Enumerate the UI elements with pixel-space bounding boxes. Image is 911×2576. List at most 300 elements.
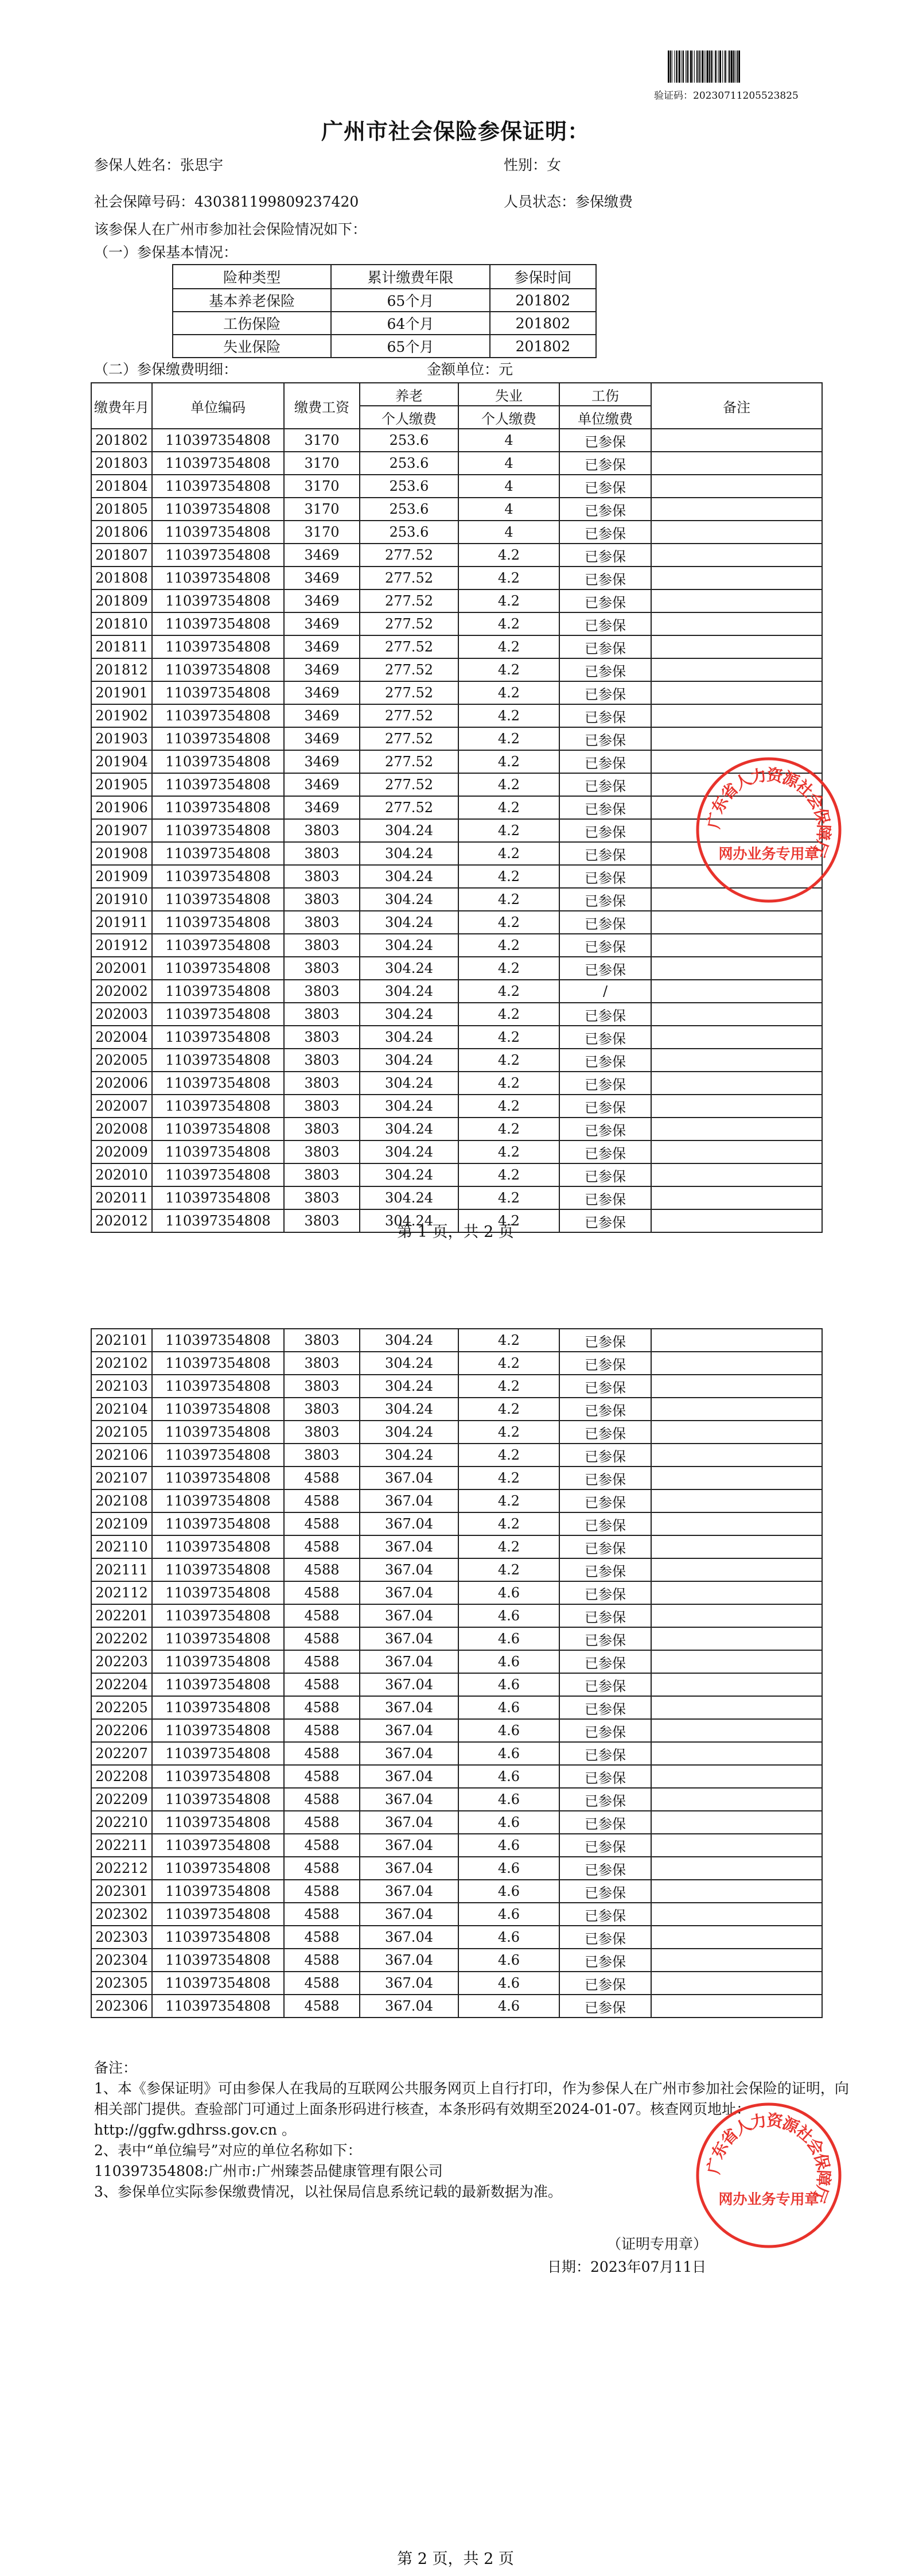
table-cell: 4.2 bbox=[458, 1352, 559, 1375]
table-cell: 已参保 bbox=[559, 544, 651, 567]
remark-cell bbox=[651, 429, 822, 452]
table-cell: 253.6 bbox=[360, 498, 458, 521]
table-cell: 110397354808 bbox=[152, 1857, 284, 1880]
table-cell: 已参保 bbox=[559, 567, 651, 589]
table-cell: 304.24 bbox=[360, 1398, 458, 1421]
remark-cell bbox=[651, 1857, 822, 1880]
table-cell: 3170 bbox=[284, 498, 360, 521]
basic-table-row bbox=[173, 312, 596, 335]
seal-char: 会 bbox=[803, 789, 828, 813]
table-cell: 已参保 bbox=[559, 475, 651, 498]
table-cell: 已参保 bbox=[559, 681, 651, 704]
table-cell: 201911 bbox=[91, 911, 152, 934]
table-cell: 4.6 bbox=[458, 1719, 559, 1742]
remark-cell bbox=[651, 911, 822, 934]
seal-char: 障 bbox=[813, 2169, 834, 2187]
table-cell: 304.24 bbox=[360, 1026, 458, 1049]
table-row bbox=[91, 980, 822, 1003]
remark-cell bbox=[651, 1926, 822, 1949]
table-row bbox=[91, 612, 822, 635]
table-cell: 4588 bbox=[284, 1995, 360, 2018]
table-cell: 4.2 bbox=[458, 1535, 559, 1558]
table-row bbox=[91, 1512, 822, 1535]
issue-date-value: 2023年07月11日 bbox=[590, 2259, 707, 2275]
remark-cell bbox=[651, 704, 822, 727]
table-cell: 已参保 bbox=[559, 1118, 651, 1140]
table-cell: 110397354808 bbox=[152, 567, 284, 589]
table-cell: 202208 bbox=[91, 1765, 152, 1788]
table-row bbox=[91, 589, 822, 612]
table-row bbox=[91, 1140, 822, 1163]
basic-table-row bbox=[173, 335, 596, 358]
table-cell: 3803 bbox=[284, 1163, 360, 1186]
table-cell: 4.2 bbox=[458, 750, 559, 773]
table-cell: 4.2 bbox=[458, 704, 559, 727]
remark-cell bbox=[651, 452, 822, 475]
table-row bbox=[91, 1535, 822, 1558]
table-row bbox=[91, 1949, 822, 1972]
table-cell: 202012 bbox=[91, 1209, 152, 1232]
table-cell: 277.52 bbox=[360, 796, 458, 819]
table-cell: 277.52 bbox=[360, 635, 458, 658]
table-cell: 110397354808 bbox=[152, 1398, 284, 1421]
table-cell: 110397354808 bbox=[152, 452, 284, 475]
table-cell: 4.2 bbox=[458, 1186, 559, 1209]
table-cell: 4 bbox=[458, 475, 559, 498]
seal-char: 社 bbox=[792, 776, 817, 801]
basic-cell: 201802 bbox=[490, 312, 596, 335]
table-cell: 201907 bbox=[91, 819, 152, 842]
table-cell: 3803 bbox=[284, 980, 360, 1003]
table-cell: 已参保 bbox=[559, 1072, 651, 1095]
table-cell: 4.2 bbox=[458, 1003, 559, 1026]
table-cell: 110397354808 bbox=[152, 1003, 284, 1026]
official-seal-1 bbox=[695, 756, 842, 903]
table-row bbox=[91, 1811, 822, 1834]
table-cell: 已参保 bbox=[559, 635, 651, 658]
table-cell: 110397354808 bbox=[152, 1072, 284, 1095]
basic-cell: 201802 bbox=[490, 335, 596, 358]
table-cell: 202006 bbox=[91, 1072, 152, 1095]
table-cell: 202108 bbox=[91, 1489, 152, 1512]
table-cell: 3803 bbox=[284, 1209, 360, 1232]
remark-cell bbox=[651, 1604, 822, 1627]
remark-cell bbox=[651, 1788, 822, 1811]
table-cell: 367.04 bbox=[360, 1811, 458, 1834]
table-cell: 已参保 bbox=[559, 1095, 651, 1118]
table-cell: 已参保 bbox=[559, 1903, 651, 1926]
table-cell: 110397354808 bbox=[152, 498, 284, 521]
table-cell: 4588 bbox=[284, 1972, 360, 1995]
basic-cell: 65个月 bbox=[331, 335, 489, 358]
section-basic-title: （一）参保基本情况： bbox=[94, 244, 238, 261]
table-row bbox=[91, 1072, 822, 1095]
table-cell: 4.2 bbox=[458, 842, 559, 865]
table-cell: 367.04 bbox=[360, 1535, 458, 1558]
table-row bbox=[91, 1627, 822, 1650]
table-cell: 110397354808 bbox=[152, 1558, 284, 1581]
table-cell: 3469 bbox=[284, 704, 360, 727]
table-cell: 110397354808 bbox=[152, 544, 284, 567]
table-cell: 4.2 bbox=[458, 911, 559, 934]
header-remark: 备注 bbox=[651, 383, 822, 429]
table-cell: 110397354808 bbox=[152, 888, 284, 911]
table-cell: 4588 bbox=[284, 1604, 360, 1627]
table-cell: 110397354808 bbox=[152, 1209, 284, 1232]
table-cell: 3803 bbox=[284, 1421, 360, 1444]
table-cell: 202305 bbox=[91, 1972, 152, 1995]
table-row bbox=[91, 1558, 822, 1581]
remark-cell bbox=[651, 1673, 822, 1696]
basic-cell: 64个月 bbox=[331, 312, 489, 335]
table-cell: 4588 bbox=[284, 1742, 360, 1765]
table-row bbox=[91, 704, 822, 727]
table-cell: 3803 bbox=[284, 957, 360, 980]
table-cell: 4.2 bbox=[458, 888, 559, 911]
table-cell: 202202 bbox=[91, 1627, 152, 1650]
basic-cell: 失业保险 bbox=[173, 335, 331, 358]
table-cell: 3803 bbox=[284, 911, 360, 934]
table-row bbox=[91, 1186, 822, 1209]
table-cell: 277.52 bbox=[360, 612, 458, 635]
person-status-label: 人员状态： bbox=[504, 193, 576, 210]
table-cell: 4.2 bbox=[458, 1209, 559, 1232]
table-cell: 110397354808 bbox=[152, 842, 284, 865]
table-cell: 201909 bbox=[91, 865, 152, 888]
table-cell: 4.6 bbox=[458, 1604, 559, 1627]
table-cell: 110397354808 bbox=[152, 957, 284, 980]
table-cell: 4588 bbox=[284, 1581, 360, 1604]
table-cell: 110397354808 bbox=[152, 589, 284, 612]
table-cell: 已参保 bbox=[559, 1650, 651, 1673]
table-cell: 已参保 bbox=[559, 1421, 651, 1444]
remark-cell bbox=[651, 1627, 822, 1650]
table-cell: 201901 bbox=[91, 681, 152, 704]
table-cell: 110397354808 bbox=[152, 1903, 284, 1926]
table-row bbox=[91, 1972, 822, 1995]
table-cell: 110397354808 bbox=[152, 1788, 284, 1811]
issue-date bbox=[547, 2256, 706, 2276]
table-cell: 201808 bbox=[91, 567, 152, 589]
table-cell: 3469 bbox=[284, 773, 360, 796]
table-cell: 4.2 bbox=[458, 957, 559, 980]
table-cell: 4.2 bbox=[458, 1095, 559, 1118]
table-cell: 110397354808 bbox=[152, 727, 284, 750]
remark-cell bbox=[651, 957, 822, 980]
table-cell: 已参保 bbox=[559, 1834, 651, 1857]
verification-code bbox=[654, 87, 799, 102]
table-cell: 4.6 bbox=[458, 1627, 559, 1650]
table-cell: 4.2 bbox=[458, 1072, 559, 1095]
table-row bbox=[91, 1926, 822, 1949]
table-row bbox=[91, 1857, 822, 1880]
table-cell: 304.24 bbox=[360, 1352, 458, 1375]
header-injury: 工伤 bbox=[559, 383, 651, 406]
remark-cell bbox=[651, 1049, 822, 1072]
table-cell: 4.6 bbox=[458, 1581, 559, 1604]
table-row bbox=[91, 1489, 822, 1512]
table-cell: 202211 bbox=[91, 1834, 152, 1857]
table-cell: 202103 bbox=[91, 1375, 152, 1398]
table-cell: 4.2 bbox=[458, 589, 559, 612]
table-cell: 202002 bbox=[91, 980, 152, 1003]
table-cell: 4588 bbox=[284, 1467, 360, 1489]
table-cell: 已参保 bbox=[559, 658, 651, 681]
table-cell: 已参保 bbox=[559, 589, 651, 612]
table-cell: 201803 bbox=[91, 452, 152, 475]
table-cell: 3469 bbox=[284, 658, 360, 681]
table-cell: 367.04 bbox=[360, 1719, 458, 1742]
table-cell: 110397354808 bbox=[152, 911, 284, 934]
table-cell: 3803 bbox=[284, 888, 360, 911]
seal-char: 厅 bbox=[808, 837, 832, 860]
table-cell: 202101 bbox=[91, 1329, 152, 1352]
table-cell: 3803 bbox=[284, 819, 360, 842]
table-row bbox=[91, 1163, 822, 1186]
table-row bbox=[91, 1673, 822, 1696]
remark-cell bbox=[651, 1489, 822, 1512]
basic-header-cell: 险种类型 bbox=[173, 265, 331, 289]
remark-cell bbox=[651, 498, 822, 521]
table-cell: 304.24 bbox=[360, 1163, 458, 1186]
table-cell: 110397354808 bbox=[152, 980, 284, 1003]
basic-insurance-table bbox=[172, 264, 597, 358]
verification-label: 验证码： bbox=[654, 90, 693, 102]
table-cell: 3469 bbox=[284, 612, 360, 635]
table-cell: 已参保 bbox=[559, 842, 651, 865]
remark-cell bbox=[651, 1095, 822, 1118]
table-cell: 已参保 bbox=[559, 911, 651, 934]
table-cell: 304.24 bbox=[360, 1186, 458, 1209]
table-cell: 277.52 bbox=[360, 750, 458, 773]
table-cell: 4 bbox=[458, 452, 559, 475]
table-cell: 已参保 bbox=[559, 1535, 651, 1558]
remark-cell bbox=[651, 612, 822, 635]
table-cell: 110397354808 bbox=[152, 635, 284, 658]
table-cell: 202301 bbox=[91, 1880, 152, 1903]
table-cell: 4588 bbox=[284, 1535, 360, 1558]
table-cell: 110397354808 bbox=[152, 1696, 284, 1719]
table-cell: 304.24 bbox=[360, 911, 458, 934]
table-row bbox=[91, 911, 822, 934]
table-cell: 已参保 bbox=[559, 704, 651, 727]
table-row bbox=[91, 1003, 822, 1026]
table-cell: 110397354808 bbox=[152, 1329, 284, 1352]
remark-cell bbox=[651, 589, 822, 612]
basic-cell: 65个月 bbox=[331, 289, 489, 312]
table-cell: 4.2 bbox=[458, 1163, 559, 1186]
table-cell: 已参保 bbox=[559, 1186, 651, 1209]
barcode bbox=[668, 51, 818, 83]
table-cell: 3170 bbox=[284, 452, 360, 475]
table-cell: 110397354808 bbox=[152, 1604, 284, 1627]
table-cell: 304.24 bbox=[360, 1444, 458, 1467]
table-cell: 4.2 bbox=[458, 1118, 559, 1140]
header-pension: 养老 bbox=[360, 383, 458, 406]
insured-name bbox=[94, 154, 223, 174]
table-cell: 202005 bbox=[91, 1049, 152, 1072]
table-cell: 4.6 bbox=[458, 1949, 559, 1972]
table-cell: 367.04 bbox=[360, 1788, 458, 1811]
table-cell: 367.04 bbox=[360, 1627, 458, 1650]
remark-cell bbox=[651, 658, 822, 681]
table-cell: 已参保 bbox=[559, 865, 651, 888]
verification-value: 20230711205523825 bbox=[693, 90, 799, 102]
table-cell: 4.2 bbox=[458, 1398, 559, 1421]
table-cell: 4.2 bbox=[458, 567, 559, 589]
official-seal-2 bbox=[695, 2102, 842, 2249]
table-cell: 277.52 bbox=[360, 773, 458, 796]
table-row bbox=[91, 1444, 822, 1467]
table-cell: 已参保 bbox=[559, 1558, 651, 1581]
ss-number-label: 社会保障号码： bbox=[94, 193, 195, 210]
table-cell: 已参保 bbox=[559, 1995, 651, 2018]
table-cell: 3803 bbox=[284, 1375, 360, 1398]
table-cell: 已参保 bbox=[559, 1375, 651, 1398]
table-row bbox=[91, 1650, 822, 1673]
table-cell: 277.52 bbox=[360, 658, 458, 681]
remark-cell bbox=[651, 1719, 822, 1742]
table-cell: 已参保 bbox=[559, 934, 651, 957]
remark-cell bbox=[651, 1375, 822, 1398]
table-cell: 已参保 bbox=[559, 1627, 651, 1650]
table-cell: 3170 bbox=[284, 521, 360, 544]
table-cell: 110397354808 bbox=[152, 1049, 284, 1072]
table-cell: 304.24 bbox=[360, 842, 458, 865]
remark-cell bbox=[651, 1421, 822, 1444]
seal-char: 资 bbox=[765, 765, 784, 786]
table-cell: 4.6 bbox=[458, 1880, 559, 1903]
table-cell: 367.04 bbox=[360, 1696, 458, 1719]
table-cell: 110397354808 bbox=[152, 773, 284, 796]
table-cell: 110397354808 bbox=[152, 1765, 284, 1788]
seal-subtitle: 网办业务专用章 bbox=[718, 2191, 819, 2208]
remark-cell bbox=[651, 544, 822, 567]
ss-number-value: 430381199809237420 bbox=[194, 193, 359, 210]
table-cell: 202109 bbox=[91, 1512, 152, 1535]
remark-cell bbox=[651, 1140, 822, 1163]
section-detail-title: （二）参保缴费明细： bbox=[94, 361, 238, 378]
table-cell: 110397354808 bbox=[152, 1026, 284, 1049]
table-cell: 4.6 bbox=[458, 1995, 559, 2018]
table-cell: 4.2 bbox=[458, 727, 559, 750]
table-cell: 4.2 bbox=[458, 1375, 559, 1398]
table-cell: 202010 bbox=[91, 1163, 152, 1186]
table-cell: 4.6 bbox=[458, 1811, 559, 1834]
table-cell: 4588 bbox=[284, 1719, 360, 1742]
remark-cell bbox=[651, 1834, 822, 1857]
table-cell: 367.04 bbox=[360, 1512, 458, 1535]
table-cell: 304.24 bbox=[360, 1118, 458, 1140]
remark-cell bbox=[651, 1995, 822, 2018]
social-security-number bbox=[94, 191, 359, 211]
table-cell: 4588 bbox=[284, 1673, 360, 1696]
table-cell: 253.6 bbox=[360, 452, 458, 475]
table-cell: 4588 bbox=[284, 1650, 360, 1673]
table-cell: 110397354808 bbox=[152, 1811, 284, 1834]
table-cell: 4.2 bbox=[458, 980, 559, 1003]
table-cell: 110397354808 bbox=[152, 681, 284, 704]
header-wage: 缴费工资 bbox=[284, 383, 360, 429]
table-cell: 4.2 bbox=[458, 773, 559, 796]
table-cell: 3469 bbox=[284, 635, 360, 658]
seal-graphic bbox=[695, 756, 842, 903]
table-cell: 4588 bbox=[284, 1489, 360, 1512]
table-cell: 已参保 bbox=[559, 1765, 651, 1788]
table-cell: 已参保 bbox=[559, 452, 651, 475]
table-cell: 253.6 bbox=[360, 429, 458, 452]
table-cell: 202107 bbox=[91, 1467, 152, 1489]
person-status-value: 参保缴费 bbox=[575, 193, 633, 210]
table-cell: 202205 bbox=[91, 1696, 152, 1719]
table-cell: 4.2 bbox=[458, 796, 559, 819]
basic-table-header bbox=[173, 265, 596, 289]
table-cell: 367.04 bbox=[360, 1995, 458, 2018]
remark-cell bbox=[651, 1352, 822, 1375]
remark-cell bbox=[651, 1118, 822, 1140]
remark-cell bbox=[651, 1558, 822, 1581]
table-row bbox=[91, 452, 822, 475]
table-row bbox=[91, 681, 822, 704]
remark-cell bbox=[651, 1949, 822, 1972]
seal-char: 会 bbox=[803, 2135, 828, 2159]
table-cell: 304.24 bbox=[360, 1329, 458, 1352]
table-cell: 201811 bbox=[91, 635, 152, 658]
table-cell: 304.24 bbox=[360, 934, 458, 957]
seal-char: 源 bbox=[779, 2113, 802, 2137]
table-row bbox=[91, 1352, 822, 1375]
table-cell: 202212 bbox=[91, 1857, 152, 1880]
table-cell: 201910 bbox=[91, 888, 152, 911]
table-cell: 202001 bbox=[91, 957, 152, 980]
amount-unit: 金额单位：元 bbox=[427, 361, 513, 378]
table-cell: 4.2 bbox=[458, 1421, 559, 1444]
table-cell: 已参保 bbox=[559, 429, 651, 452]
table-cell: 已参保 bbox=[559, 1742, 651, 1765]
table-cell: 201902 bbox=[91, 704, 152, 727]
remark-cell bbox=[651, 1742, 822, 1765]
gender-value: 女 bbox=[547, 157, 562, 173]
remark-cell bbox=[651, 1003, 822, 1026]
header-pension-personal: 个人缴费 bbox=[360, 406, 458, 429]
table-cell: 已参保 bbox=[559, 498, 651, 521]
remark-cell bbox=[651, 1512, 822, 1535]
table-cell: 4588 bbox=[284, 1811, 360, 1834]
table-cell: 4.2 bbox=[458, 681, 559, 704]
table-row bbox=[91, 934, 822, 957]
table-cell: 110397354808 bbox=[152, 1673, 284, 1696]
table-cell: 277.52 bbox=[360, 567, 458, 589]
table-cell: 277.52 bbox=[360, 544, 458, 567]
table-cell: 4.6 bbox=[458, 1742, 559, 1765]
table-cell: 304.24 bbox=[360, 865, 458, 888]
table-row bbox=[91, 635, 822, 658]
table-cell: 3803 bbox=[284, 1095, 360, 1118]
table-cell: 201906 bbox=[91, 796, 152, 819]
basic-header-cell: 参保时间 bbox=[490, 265, 596, 289]
table-row bbox=[91, 498, 822, 521]
table-cell: 已参保 bbox=[559, 750, 651, 773]
basic-cell: 基本养老保险 bbox=[173, 289, 331, 312]
remark-cell bbox=[651, 635, 822, 658]
table-cell: 202210 bbox=[91, 1811, 152, 1834]
table-cell: 201805 bbox=[91, 498, 152, 521]
seal-char: 人 bbox=[731, 769, 755, 794]
remark-cell bbox=[651, 1880, 822, 1903]
table-row bbox=[91, 1880, 822, 1903]
table-cell: 3469 bbox=[284, 681, 360, 704]
table-row bbox=[91, 475, 822, 498]
